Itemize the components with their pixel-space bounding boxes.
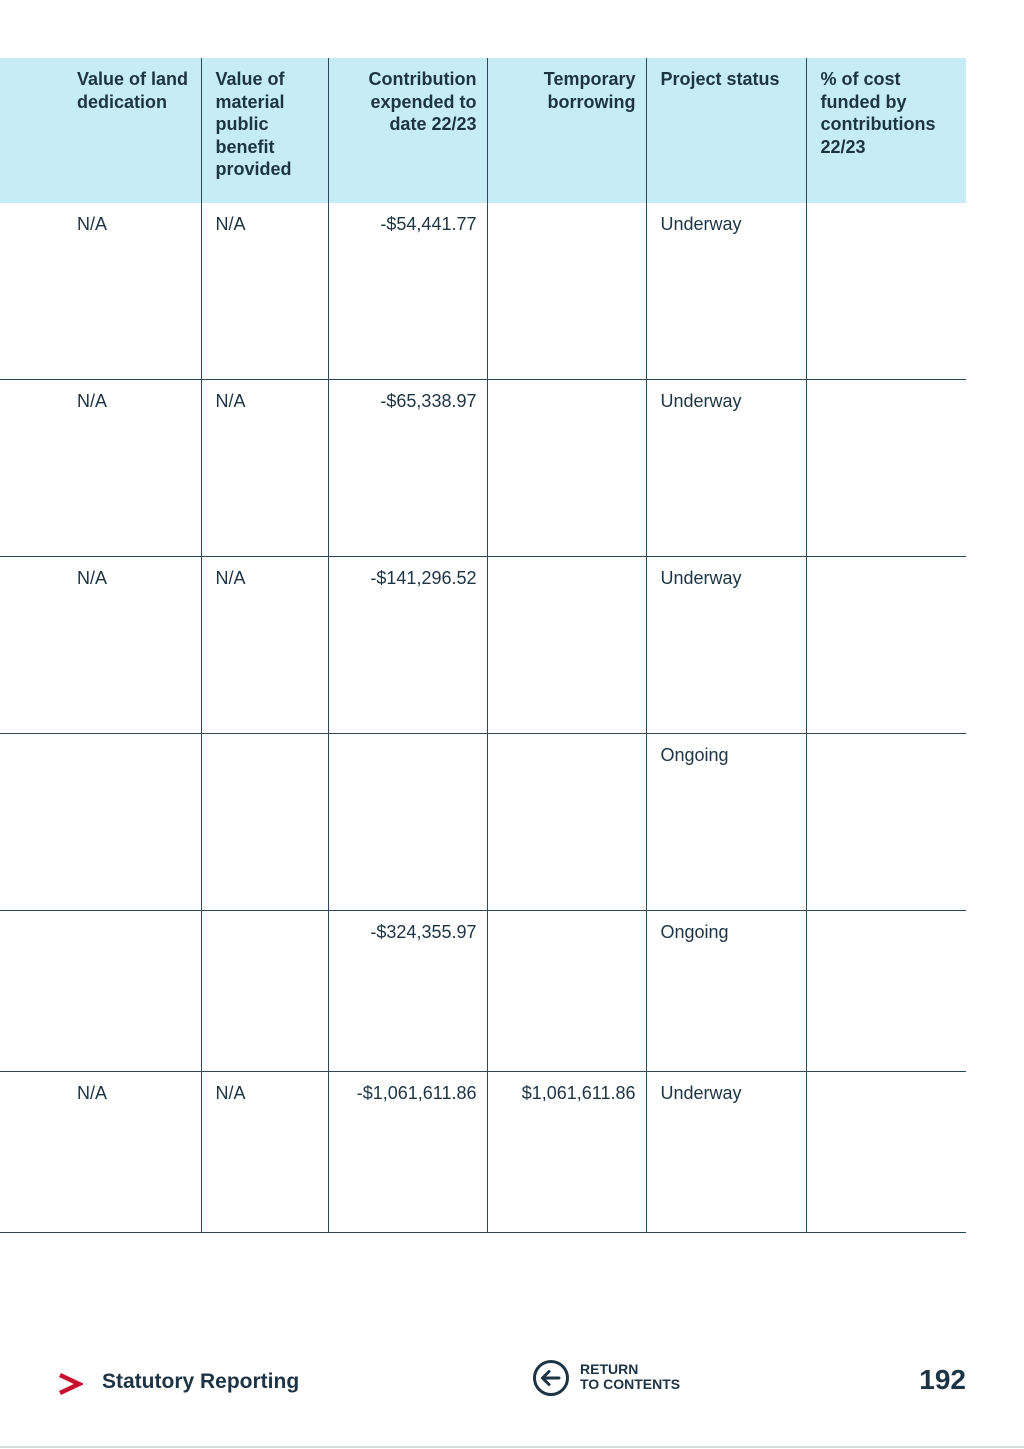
cell-contribution-expended: -$1,061,611.86 <box>328 1072 487 1233</box>
return-label-line1: RETURN <box>580 1361 639 1377</box>
table-row <box>0 380 966 557</box>
cell-temporary-borrowing <box>487 380 646 557</box>
cell-percent-funded <box>806 734 966 911</box>
table-header-row <box>0 58 966 203</box>
cell-material-public-benefit: N/A <box>201 557 328 734</box>
contributions-table <box>0 58 966 1233</box>
header-project-status: Project status <box>646 58 806 203</box>
cell-material-public-benefit <box>201 911 328 1072</box>
cell-material-public-benefit: N/A <box>201 380 328 557</box>
cell-percent-funded <box>806 203 966 380</box>
cell-material-public-benefit <box>201 734 328 911</box>
cell-percent-funded <box>806 911 966 1072</box>
cell-project-status: Underway <box>646 1072 806 1233</box>
cell-temporary-borrowing <box>487 203 646 380</box>
cell-project-status: Underway <box>646 380 806 557</box>
cell-material-public-benefit: N/A <box>201 203 328 380</box>
return-arrow-icon[interactable] <box>532 1359 570 1397</box>
chevron-right-icon <box>57 1372 83 1396</box>
header-temporary-borrowing: Temporary borrowing <box>487 58 646 203</box>
cell-land-dedication: N/A <box>0 1072 201 1233</box>
cell-contribution-expended: -$54,441.77 <box>328 203 487 380</box>
footer-section-title: Statutory Reporting <box>102 1370 300 1393</box>
cell-temporary-borrowing <box>487 911 646 1072</box>
cell-temporary-borrowing <box>487 734 646 911</box>
cell-contribution-expended <box>328 734 487 911</box>
cell-land-dedication <box>0 734 201 911</box>
table-row <box>0 203 966 380</box>
header-land-dedication: Value of land dedication <box>0 58 201 203</box>
cell-temporary-borrowing: $1,061,611.86 <box>487 1072 646 1233</box>
cell-project-status: Underway <box>646 557 806 734</box>
cell-percent-funded <box>806 380 966 557</box>
cell-land-dedication <box>0 911 201 1072</box>
cell-land-dedication: N/A <box>0 203 201 380</box>
contributions-table-wrap <box>0 58 966 1233</box>
cell-contribution-expended: -$324,355.97 <box>328 911 487 1072</box>
cell-contribution-expended: -$65,338.97 <box>328 380 487 557</box>
return-to-contents-link[interactable] <box>580 1362 680 1392</box>
cell-project-status: Ongoing <box>646 734 806 911</box>
cell-percent-funded <box>806 1072 966 1233</box>
table-row <box>0 1072 966 1233</box>
page-number: 192 <box>919 1364 966 1395</box>
return-label-line2: TO CONTENTS <box>580 1376 681 1392</box>
cell-percent-funded <box>806 557 966 734</box>
cell-contribution-expended: -$141,296.52 <box>328 557 487 734</box>
cell-project-status: Ongoing <box>646 911 806 1072</box>
cell-land-dedication: N/A <box>0 557 201 734</box>
cell-land-dedication: N/A <box>0 380 201 557</box>
table-row <box>0 557 966 734</box>
header-contribution-expended: Contribution expended to date 22/23 <box>328 58 487 203</box>
cell-project-status: Underway <box>646 203 806 380</box>
cell-temporary-borrowing <box>487 557 646 734</box>
cell-material-public-benefit: N/A <box>201 1072 328 1233</box>
bottom-divider <box>0 1446 1024 1448</box>
header-percent-funded: % of cost funded by contributions 22/23 <box>806 58 966 203</box>
table-row <box>0 734 966 911</box>
header-material-public-benefit: Value of material public benefit provided <box>201 58 328 203</box>
table-row <box>0 911 966 1072</box>
